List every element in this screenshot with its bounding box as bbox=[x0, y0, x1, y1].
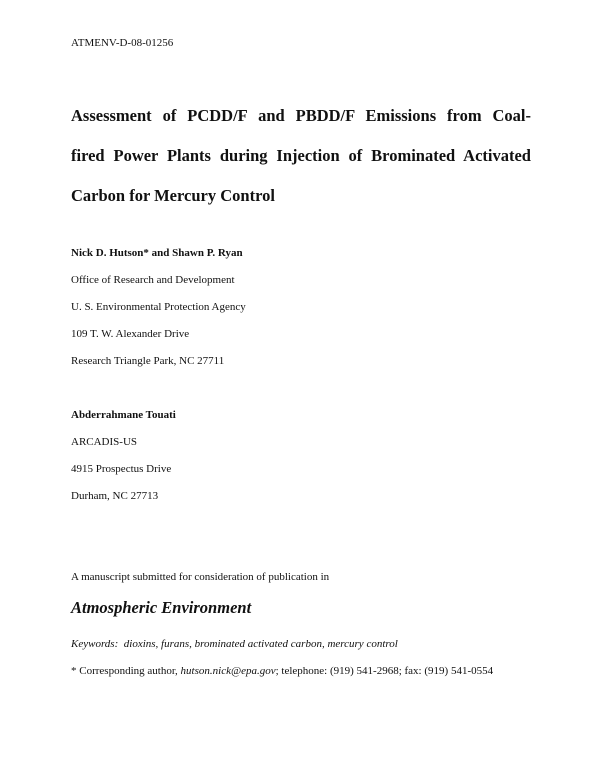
corresponding-email: hutson.nick@epa.gov bbox=[180, 665, 276, 677]
author-agency-1: U. S. Environmental Protection Agency bbox=[71, 301, 246, 313]
author-city-2: Durham, NC 27713 bbox=[71, 490, 159, 502]
corresponding-contact: ; telephone: (919) 541-2968; fax: (919) 541-0554 bbox=[275, 665, 494, 677]
manuscript-id: ATMENV-D-08-01256 bbox=[71, 37, 174, 49]
author-office-1: Office of Research and Development bbox=[71, 274, 235, 286]
author-city-1: Research Triangle Park, NC 27711 bbox=[71, 355, 225, 367]
title-line-1: Assessment of PCDD/F and PBDD/F Emissions from Coal- bbox=[71, 106, 531, 125]
corresponding-author bbox=[71, 665, 493, 677]
keywords-label: Keywords: bbox=[71, 638, 119, 650]
author-street-1: 109 T. W. Alexander Drive bbox=[71, 328, 190, 340]
journal-name: Atmospheric Environment bbox=[71, 598, 252, 617]
title-line-3: Carbon for Mercury Control bbox=[71, 186, 275, 205]
paper-title bbox=[71, 96, 531, 216]
author-names-1: Nick D. Hutson* and Shawn P. Ryan bbox=[71, 247, 243, 259]
author-names-2: Abderrahmane Touati bbox=[71, 409, 176, 421]
keywords-list: dioxins, furans, brominated activated carbon, mercury control bbox=[123, 638, 398, 650]
corresponding-prefix: * Corresponding author, bbox=[71, 665, 181, 677]
submission-statement: A manuscript submitted for consideration of publication in bbox=[71, 571, 330, 583]
author-org-2: ARCADIS-US bbox=[71, 436, 138, 448]
title-line-2: fired Power Plants during Injection of Brominated Activated bbox=[71, 146, 531, 165]
keywords bbox=[71, 638, 398, 650]
author-street-2: 4915 Prospectus Drive bbox=[71, 463, 172, 475]
